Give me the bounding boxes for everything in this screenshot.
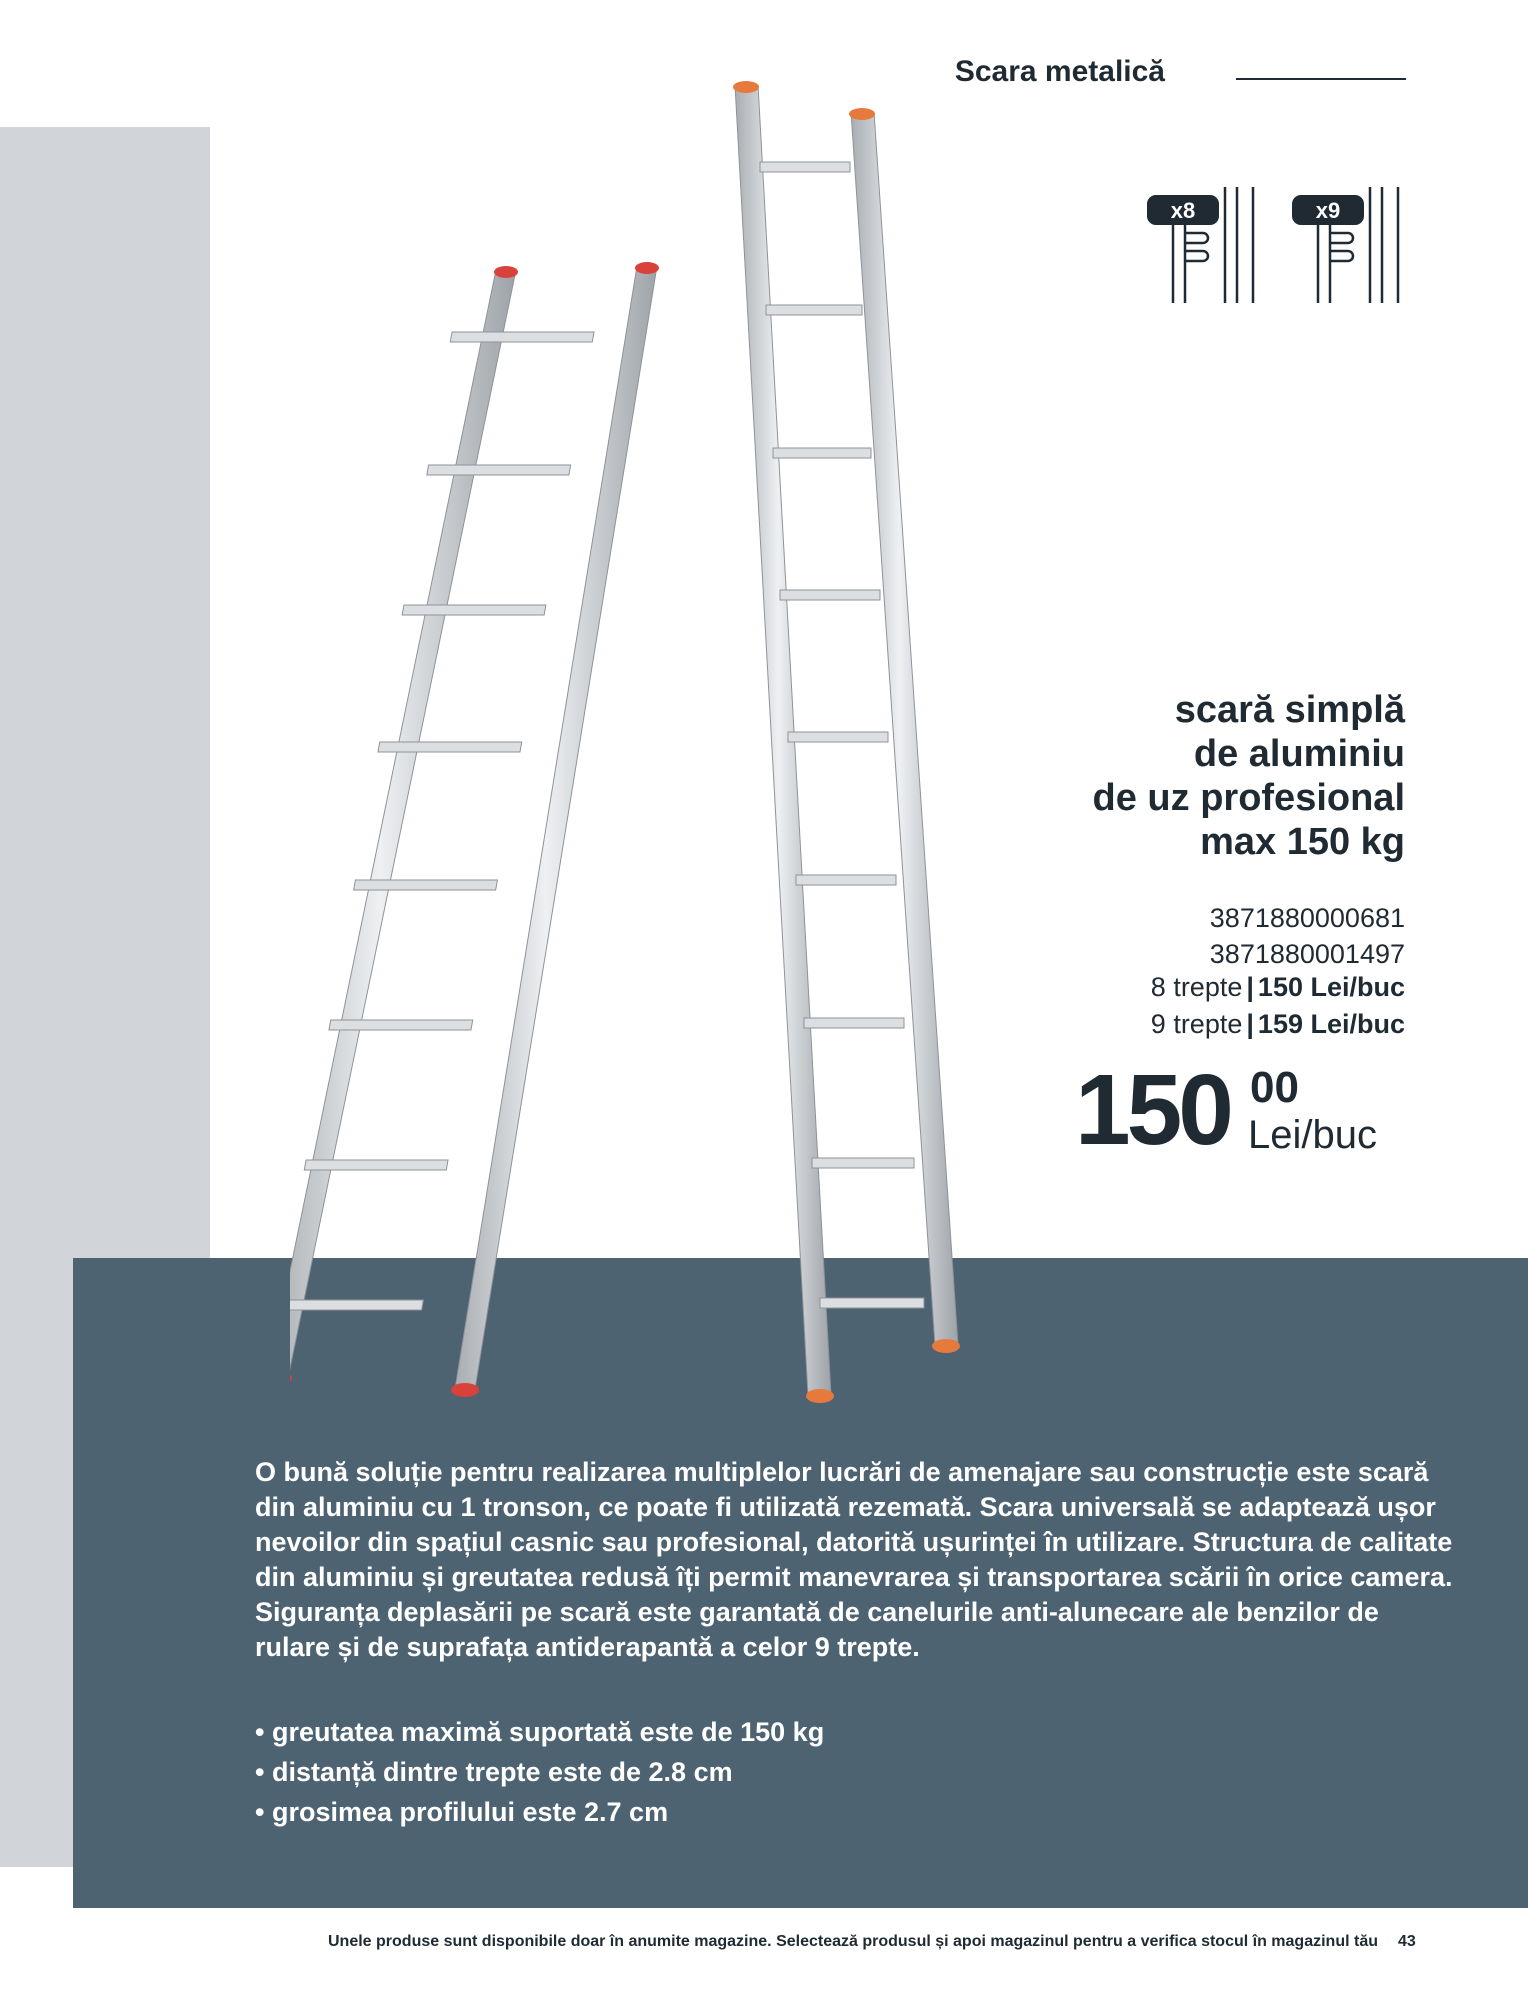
- product-code: 3871880001497: [1209, 939, 1405, 969]
- feature-list: [255, 1712, 1155, 1832]
- product-title: [950, 688, 1405, 864]
- ladder-steps-icon: [1145, 185, 1257, 305]
- ladder-steps-icon: [1290, 185, 1402, 305]
- variant-price: 159 Lei/buc: [1257, 1009, 1405, 1039]
- step-icon-badge: x9: [1315, 198, 1341, 223]
- ladder-short: [290, 262, 659, 1397]
- product-title-line: de aluminiu: [1193, 733, 1405, 775]
- variant-price: 150 Lei/buc: [1257, 972, 1405, 1002]
- ladder-tall: [733, 81, 960, 1403]
- page-number: 43: [1398, 1933, 1416, 1950]
- variant-steps: 8 trepte: [1150, 972, 1243, 1002]
- price-unit: Lei/buc: [1248, 1113, 1377, 1157]
- product-description: O bună soluție pentru realizarea multiplelor lucrări de amenajare sau construcție este scară din aluminiu cu 1 tronson, ce poate fi utilizată rezemată. Scara universală se adaptează ușor nevoilor din spațiul casnic sau profesional, datorită ușurinței în utilizare. Structura de calitate din aluminiu și greutatea redusă îți permit manevrarea și transportarea scării în orice camera. Siguranța deplasării pe scară este garantată de canelurile anti-alunecare ale benzilor de rulare și de suprafața antiderapantă a celor 9 trepte.: [255, 1457, 1453, 1662]
- price-decimals: 00: [1250, 1063, 1299, 1112]
- variant-row: [960, 972, 1405, 1003]
- footer-note: Unele produse sunt disponibile doar în anumite magazine. Selectează produsul și apoi magazinul pentru a verifica stocul în magazinul tău: [328, 1933, 1378, 1950]
- feature-item: • grosimea profilului este 2.7 cm: [255, 1797, 669, 1827]
- variant-separator: |: [1246, 1009, 1254, 1039]
- variant-row: [960, 1009, 1405, 1040]
- product-codes: [1000, 900, 1405, 972]
- variant-steps: 9 trepte: [1150, 1009, 1243, 1039]
- price-integer: 150: [1075, 1054, 1230, 1166]
- product-title-line: max 150 kg: [1200, 821, 1405, 863]
- ladders-image: [290, 60, 990, 1420]
- step-icon-badge: x8: [1170, 198, 1196, 223]
- product-title-line: scară simplă: [1174, 689, 1405, 731]
- variant-separator: |: [1246, 972, 1254, 1002]
- section-title: Scara metalică: [954, 55, 1165, 88]
- feature-item: • distanță dintre trepte este de 2.8 cm: [255, 1757, 733, 1787]
- feature-item: • greutatea maximă suportată este de 150 kg: [255, 1717, 825, 1747]
- title-rule: [1236, 78, 1406, 80]
- product-code: 3871880000681: [1209, 903, 1405, 933]
- product-title-line: de uz profesional: [1092, 777, 1405, 819]
